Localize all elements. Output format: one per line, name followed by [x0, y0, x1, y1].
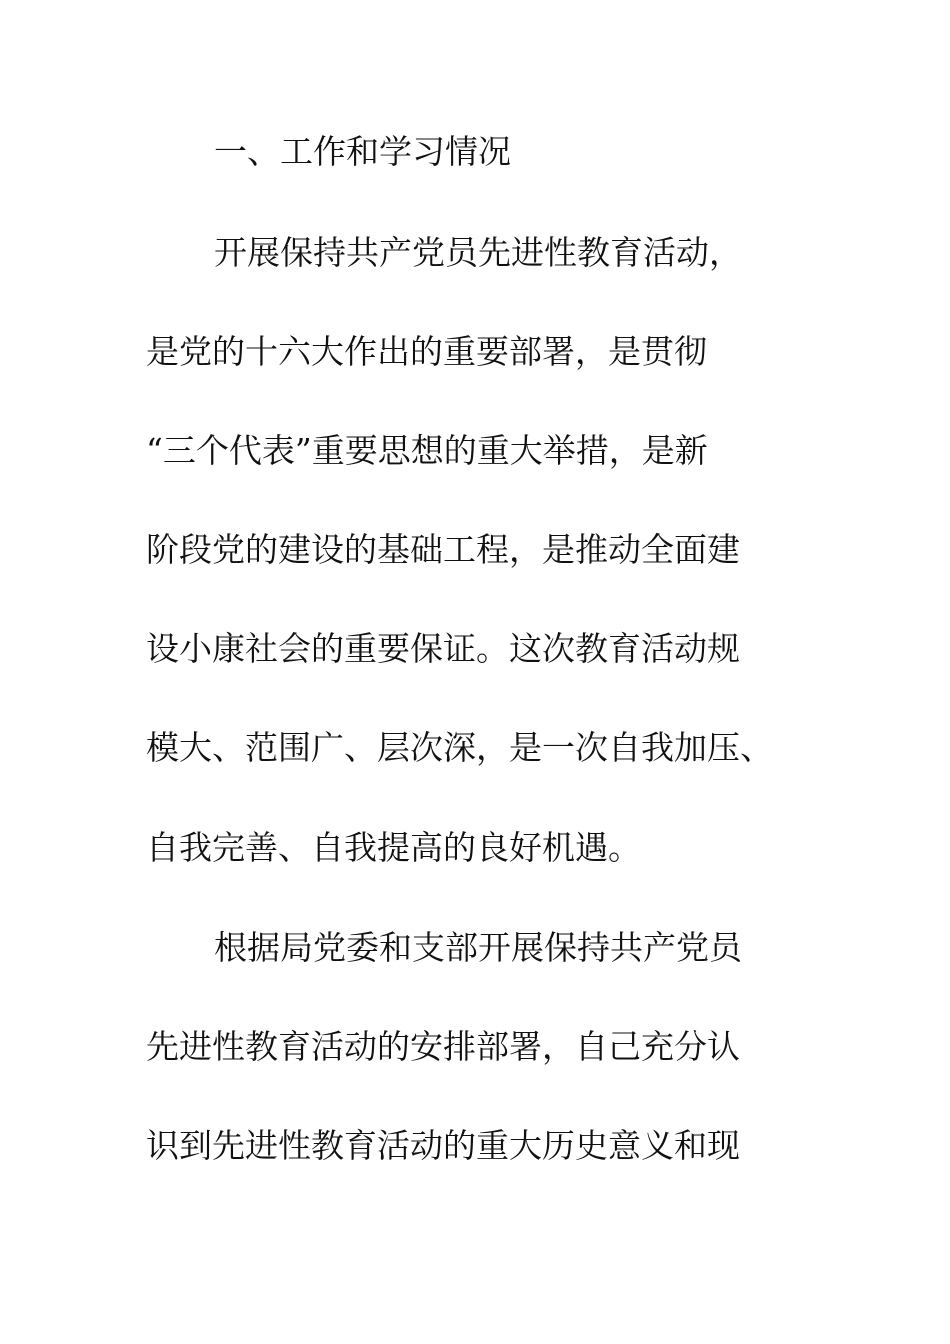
paragraph-line: 模大、范围广、层次深，是一次自我加压、 — [146, 728, 773, 767]
paragraph-line: 自我完善、自我提高的良好机遇。 — [146, 828, 641, 867]
paragraph-line: 先进性教育活动的安排部署，自己充分认 — [146, 1027, 740, 1066]
paragraph-line: 是党的十六大作出的重要部署，是贯彻 — [146, 332, 707, 371]
paragraph-line: 根据局党委和支部开展保持共产党员 — [214, 928, 742, 967]
paragraph-line: “三个代表”重要思想的重大举措，是新 — [146, 431, 708, 470]
paragraph-line: 阶段党的建设的基础工程，是推动全面建 — [146, 530, 740, 569]
paragraph-line: 开展保持共产党员先进性教育活动， — [214, 233, 742, 272]
paragraph-line: 设小康社会的重要保证。这次教育活动规 — [146, 629, 740, 668]
section-heading: 一、工作和学习情况 — [214, 132, 511, 171]
paragraph-line: 识到先进性教育活动的重大历史意义和现 — [146, 1126, 740, 1165]
